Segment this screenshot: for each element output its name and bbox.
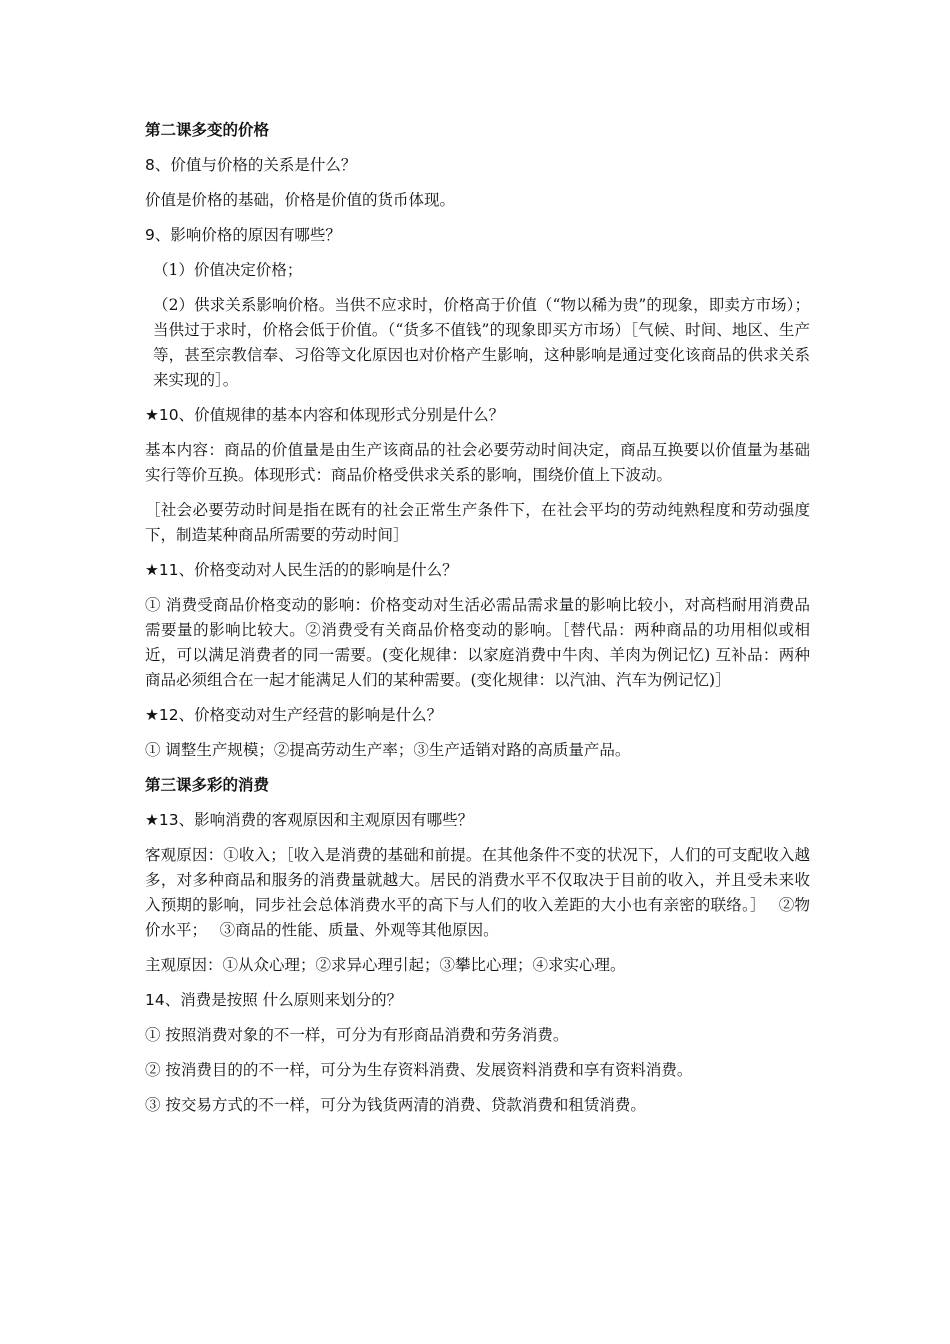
answer-10-note: ［社会必要劳动时间是指在既有的社会正常生产条件下，在社会平均的劳动纯熟程度和劳动强度下，制造某种商品所需要的劳动时间］: [145, 501, 810, 544]
answer-13-objective: 客观原因：①收入；［收入是消费的基础和前提。在其他条件不变的状况下，人们的可支配收入越多，对多种商品和服务的消费量就越大。居民的消费水平不仅取决于目前的收入，并且受未来收入预期的影响，同步社会总体消费水平的高下与人们的收入差距的大小也有亲密的联络。］ ②物价水平； ③商品的性能、质量、外观等其他原因。: [145, 846, 810, 939]
answer-9-item-2: （2）供求关系影响价格。当供不应求时，价格高于价值（“物以稀为贵”的现象，即卖方市场）；当供过于求时，价格会低于价值。（“货多不值钱”的现象即买方市场）［气候、时间、地区、生产等，甚至宗教信奉、习俗等文化原因也对价格产生影响，这种影响是通过变化该商品的供求关系来实现的］。: [153, 296, 810, 389]
question-11: ★11、价格变动对人民生活的的影响是什么？: [145, 561, 458, 579]
answer-13-subjective: 主观原因：①从众心理；②求异心理引起；③攀比心理；④求实心理。: [145, 956, 626, 974]
section-heading-lesson-3: 第三课多彩的消费: [145, 776, 270, 794]
question-13: ★13、影响消费的客观原因和主观原因有哪些？: [145, 811, 474, 829]
answer-14-item-2: ② 按消费目的的不一样，可分为生存资料消费、发展资料消费和享有资料消费。: [145, 1061, 693, 1079]
section-heading-lesson-2: 第二课多变的价格: [145, 121, 270, 139]
answer-11: ① 消费受商品价格变动的影响：价格变动对生活必需品需求量的影响比较小，对高档耐用消费品需要量的影响比较大。②消费受有关商品价格变动的影响。［替代品：两种商品的功用相似或相近，可以满足消费者的同一需要。(变化规律：以家庭消费中牛肉、羊肉为例记忆) 互补品：两种商品必须组合在一起才能满足人们的某种需要。(变化规律：以汽油、汽车为例记忆)］: [145, 596, 810, 689]
answer-14-item-3: ③ 按交易方式的不一样，可分为钱货两清的消费、贷款消费和租赁消费。: [145, 1096, 646, 1114]
answer-12: ① 调整生产规模；②提高劳动生产率；③生产适销对路的高质量产品。: [145, 741, 631, 759]
question-12: ★12、价格变动对生产经营的影响是什么？: [145, 706, 443, 724]
question-8: 8、价值与价格的关系是什么？: [145, 156, 357, 174]
answer-8: 价值是价格的基础，价格是价值的货币体现。: [145, 191, 456, 209]
document-page: [145, 118, 810, 1128]
answer-14-item-1: ① 按照消费对象的不一样，可分为有形商品消费和劳务消费。: [145, 1026, 569, 1044]
question-9: 9、影响价格的原因有哪些？: [145, 226, 341, 244]
question-14: 14、消费是按照 什么原则来划分的？: [145, 991, 403, 1009]
question-10: ★10、价值规律的基本内容和体现形式分别是什么？: [145, 406, 505, 424]
answer-9-item-1: （1）价值决定价格；: [153, 261, 303, 279]
answer-10: 基本内容：商品的价值量是由生产该商品的社会必要劳动时间决定，商品互换要以价值量为基础实行等价互换。体现形式：商品价格受供求关系的影响，围绕价值上下波动。: [145, 441, 810, 484]
